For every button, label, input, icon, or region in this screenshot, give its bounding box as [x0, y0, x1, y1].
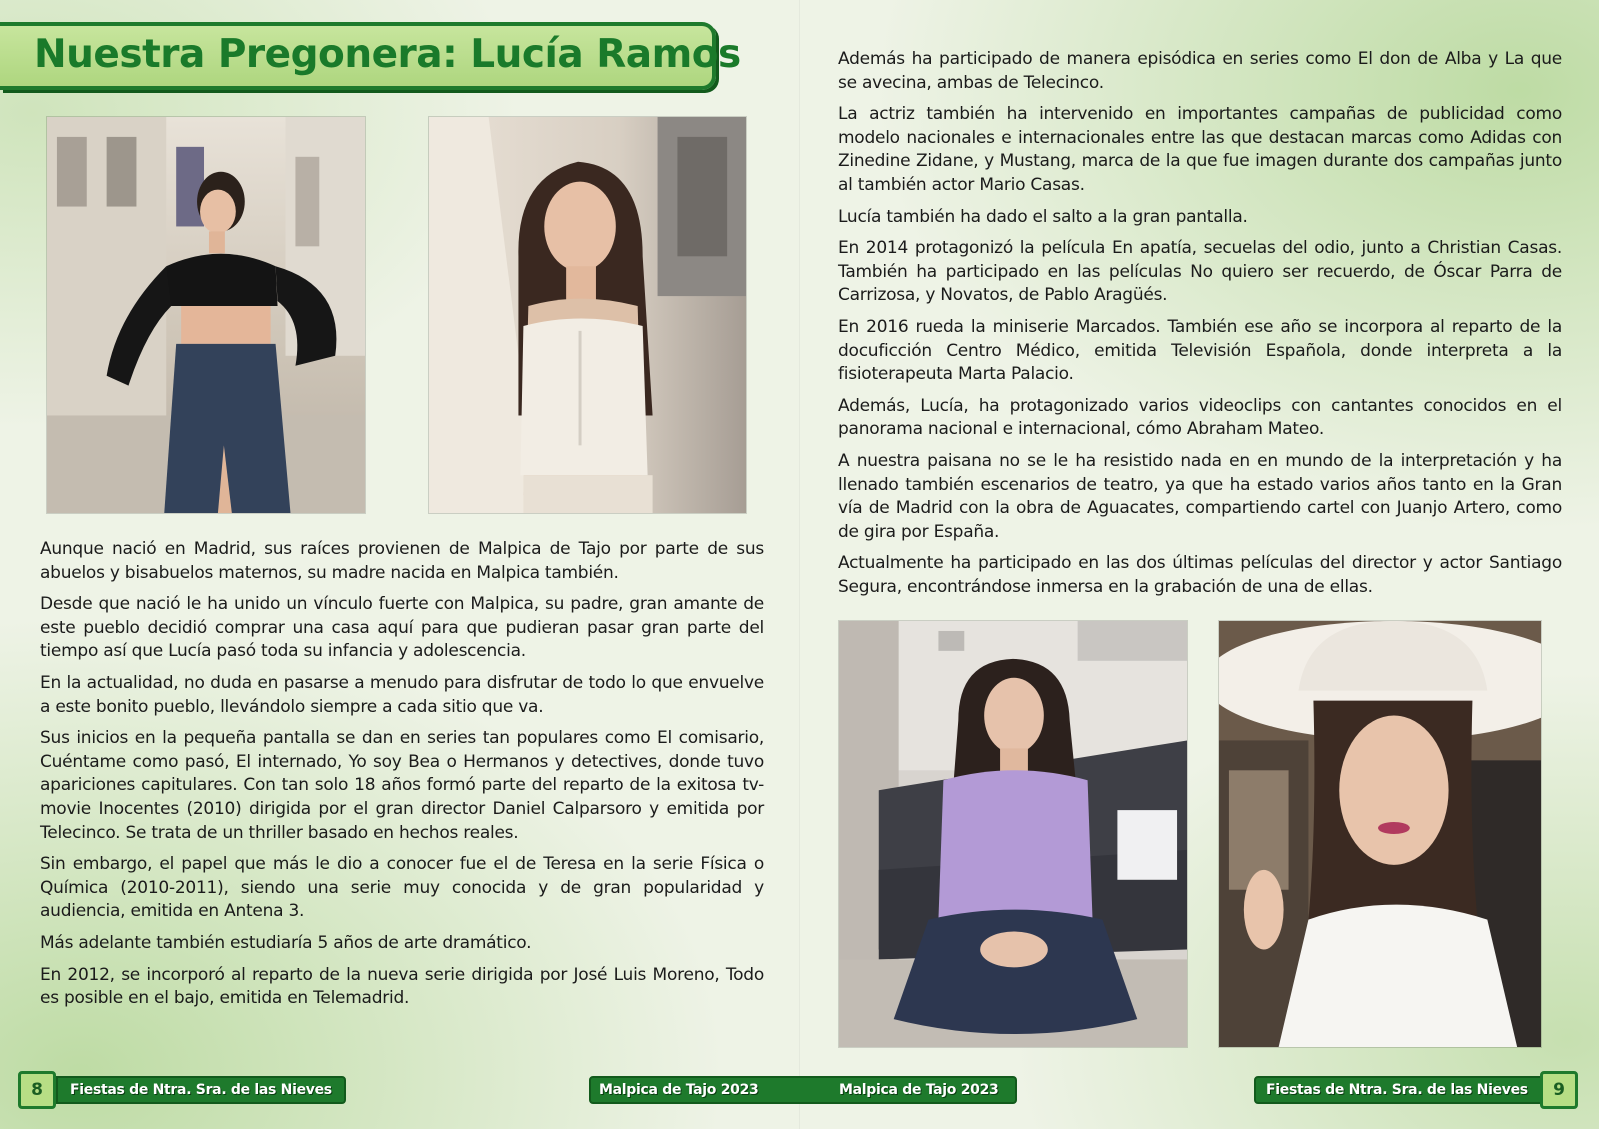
right-paragraph-3: Lucía también ha dado el salto a la gran pantalla. — [838, 206, 1248, 227]
right-paragraph-5: En 2016 rueda la miniserie Marcados. También ese año se incorpora al reparto de la docuficción Centro Médico, emitida Televisión Española, donde interpreta a la fisioterapeuta Marta Palacio. — [838, 316, 1562, 385]
right-paragraph-8: Actualmente ha participado en las dos últimas películas del director y actor Santiago Segura, encontrándose inmersa en la grabación de una de ellas. — [838, 553, 1562, 597]
footer-label-center-right: Malpica de Tajo 2023 — [839, 1082, 999, 1098]
title-banner — [0, 22, 741, 90]
left-paragraph-3: En la actualidad, no duda en pasarse a menudo para disfrutar de todo lo que envuelve a este bonito pueblo, llevándolo siempre a cada sitio que va. — [40, 672, 764, 717]
left-article-column — [40, 538, 764, 1019]
right-paragraph-1: Además ha participado de manera episódica en series como El don de Alba y La que se avecina, ambas de Telecinco. — [838, 49, 1562, 93]
left-paragraph-4: Sus inicios en la pequeña pantalla se dan en series tan populares como El comisario, Cuéntame como pasó, El internado, Yo soy Bea o Hermanos y detectives, donde tuvo apariciones capitulares. Con tan solo 18 años formó parte del reparto de la exitosa tv-movie Inocentes (2010) dirigida por el gran director Daniel Calparsoro y emitida por Telecinco. Se trata de un thriller basado en hechos reales. — [40, 728, 764, 843]
page-number-right: 9 — [1540, 1071, 1578, 1109]
footer-label-right: Fiestas de Ntra. Sra. de las Nieves — [1266, 1082, 1528, 1098]
left-paragraph-6: Más adelante también estudiaría 5 años de arte dramático. — [40, 932, 532, 953]
right-paragraph-6: Además, Lucía, ha protagonizado varios videoclips con cantantes conocidos en el panorama nacional e internacional, cómo Abraham Mateo. — [838, 395, 1562, 440]
photo-street-portrait — [46, 116, 366, 514]
page-number-left: 8 — [18, 1071, 56, 1109]
photo-sitting-portrait — [838, 620, 1188, 1048]
left-paragraph-7: En 2012, se incorporó al reparto de la nueva serie dirigida por José Luis Moreno, Todo es posible en el bajo, emitida en Telemadrid. — [40, 964, 764, 1009]
left-paragraph-5: Sin embargo, el papel que más le dio a conocer fue el de Teresa en la serie Física o Química (2010-2011), siendo una serie muy conocida y de gran popularidad y audiencia, emitida en Antena 3. — [40, 854, 764, 922]
right-paragraph-7: A nuestra paisana no se le ha resistido nada en en mundo de la interpretación y ha llenado también escenarios de teatro, ya que ha estado varios años tanto en la Gran vía de Madrid con la obra de Aguacates, compartiendo cartel con Juanjo Artero, como de gira por España. — [838, 450, 1562, 542]
left-paragraph-1: Aunque nació en Madrid, sus raíces provienen de Malpica de Tajo por parte de sus abuelos y bisabuelos maternos, su madre nacida en Malpica también. — [40, 539, 764, 583]
footer-bar-right — [1254, 1076, 1544, 1104]
photo-hat-portrait — [1218, 620, 1542, 1048]
footer-label-left: Fiestas de Ntra. Sra. de las Nieves — [70, 1082, 332, 1098]
right-paragraph-2: La actriz también ha intervenido en importantes campañas de publicidad como modelo nacionales e internacionales entre las que destacan marcas como Adidas con Zinedine Zidane, y Mustang, marca de la que fue imagen durante dos campañas junto al también actor Mario Casas. — [838, 104, 1562, 195]
right-paragraph-4: En 2014 protagonizó la película En apatía, secuelas del odio, junto a Christian Casas. También ha participado en las películas No quiero ser recuerdo, de Óscar Parra de Carrizosa, y Novatos, de Pablo Aragüés. — [838, 238, 1562, 306]
photo-white-top-portrait — [428, 116, 747, 514]
left-paragraph-2: Desde que nació le ha unido un vínculo fuerte con Malpica, su padre, gran amante de este pueblo decidió comprar una casa aquí para que pudieran pasar gran parte del tiempo así que Lucía pasó toda su infancia y adolescencia. — [40, 594, 764, 662]
right-article-column — [838, 48, 1562, 607]
page-spread-divider — [799, 0, 800, 1129]
footer-label-center-left: Malpica de Tajo 2023 — [599, 1082, 759, 1098]
footer-bar-left — [56, 1076, 346, 1104]
footer-bar-center — [589, 1076, 1017, 1104]
page-title: Nuestra Pregonera: Lucía Ramos — [34, 32, 741, 77]
